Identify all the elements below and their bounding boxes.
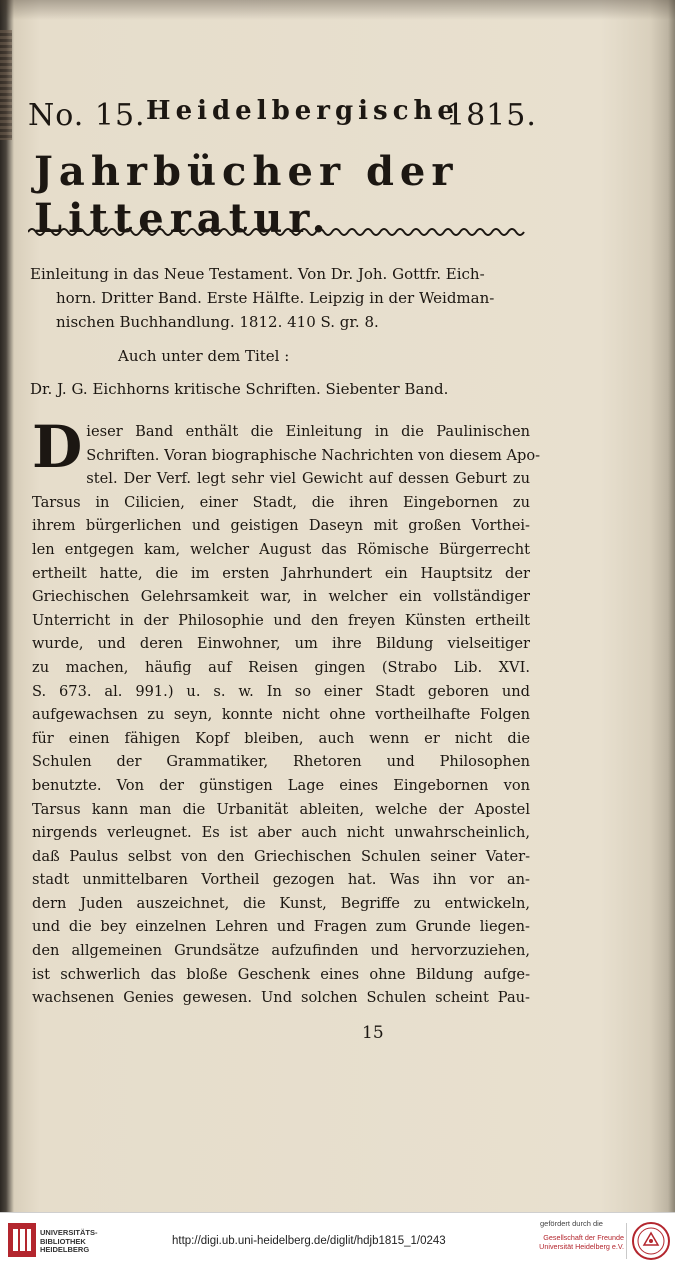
body-line: ieser Band enthält die Einleitung in die Paulinischen [86,423,530,440]
footer-bar [0,1212,675,1267]
subtitle: Dr. J. G. Eichhorns kritische Schriften. Siebenter Band. [30,380,449,398]
entry-line-1: Einleitung in das Neue Testament. Von Dr. Joh. Gottfr. Eich- [30,265,485,283]
entry-line-3: nischen Buchhandlung. 1812. 410 S. gr. 8. [56,313,379,331]
library-name[interactable] [40,1229,98,1255]
body-line: ertheilt hatte, die im ersten Jahrhundert ein Hauptsitz der [32,564,530,582]
body-line: S. 673. al. 991.) u. s. w. In so einer Stadt geboren und [32,682,530,700]
university-seal-icon[interactable] [631,1221,671,1261]
body-line: Tarsus kann man die Urbanität ableiten, welche der Apostel [32,800,530,818]
body-line: stadt unmittelbaren Vortheil gezogen hat. Was ihn vor an- [32,871,530,889]
review-body [32,413,541,1010]
body-line: für einen fähigen Kopf bleiben, auch wenn er nicht die [32,729,530,747]
body-line: wachsenen Genies gewesen. Und solchen Schulen scheint Pau- [32,989,530,1007]
permalink-url[interactable]: http://digi.ub.uni-heidelberg.de/diglit/hdjb1815_1/0243 [172,1235,446,1247]
drop-cap: D [32,413,83,481]
body-line: aufgewachsen zu seyn, konnte nicht ohne vortheilhafte Folgen [32,706,530,724]
body-line: Tarsus in Cilicien, einer Stadt, die ihren Eingebornen zu [32,493,530,511]
body-line: benutzte. Von der günstigen Lage eines Eingebornen von [32,776,530,794]
library-name-line-1: UNIVERSITÄTS- [40,1228,98,1237]
funded-by-label: gefördert durch die [540,1219,603,1228]
society-name-line-1: Gesellschaft der Freunde [543,1233,624,1242]
page-edge-shadow [0,0,675,20]
signature-mark: 15 [362,1023,384,1043]
ornamental-rule [28,224,528,240]
body-line: wurde, und deren Einwohner, um ihre Bildung vielseitiger [32,635,530,653]
society-name[interactable] [520,1233,624,1251]
body-line: dern Juden auszeichnet, die Kunst, Begriffe zu entwickeln, [32,894,530,912]
book-entry [30,262,530,334]
journal-title: Jahrbücher der Litteratur. [34,148,459,242]
library-name-line-2: BIBLIOTHEK [40,1236,86,1246]
society-name-line-2: Universität Heidelberg e.V. [539,1242,624,1251]
journal-name: Heidelbergische [146,96,459,126]
body-line: zu machen, häufig auf Reisen gingen (Strabo Lib. XVI. [32,658,530,676]
library-name-line-3: HEIDELBERG [40,1245,90,1254]
body-line: Schulen der Grammatiker, Rhetoren und Philosophen [32,753,530,771]
footer-divider [626,1223,627,1259]
issue-number: No. 15. [28,98,146,133]
university-library-logo-icon[interactable] [8,1223,36,1257]
body-line: len entgegen kam, welcher August das Römische Bürgerrecht [32,540,530,558]
body-line: nirgends verleugnet. Es ist aber auch nicht unwahrscheinlich, [32,824,530,842]
body-line: Unterricht in der Philosophie und den freyen Künsten ertheilt [32,611,530,629]
body-line: ist schwerlich das bloße Geschenk eines ohne Bildung aufge- [32,965,530,983]
issue-year: 1815. [446,98,537,133]
body-line: daß Paulus selbst von den Griechischen Schulen seiner Vater- [32,847,530,865]
body-line: den allgemeinen Grundsätze aufzufinden und hervorzuziehen, [32,942,530,960]
entry-line-2: horn. Dritter Band. Erste Hälfte. Leipzig in der Weidman- [56,289,495,307]
body-line: Griechischen Gelehrsamkeit war, in welcher ein vollständiger [32,588,530,606]
body-line: Schriften. Voran biographische Nachrichten von diesem Apo- [86,446,541,464]
subtitle-intro: Auch unter dem Titel : [118,347,290,365]
body-line: und die bey einzelnen Lehren und Fragen zum Grunde liegen- [32,918,530,936]
binding-strip [0,30,12,140]
body-line: stel. Der Verf. legt sehr viel Gewicht auf dessen Geburt zu [86,470,530,488]
body-line: ihrem bürgerlichen und geistigen Daseyn mit großen Vorthei- [32,517,530,535]
